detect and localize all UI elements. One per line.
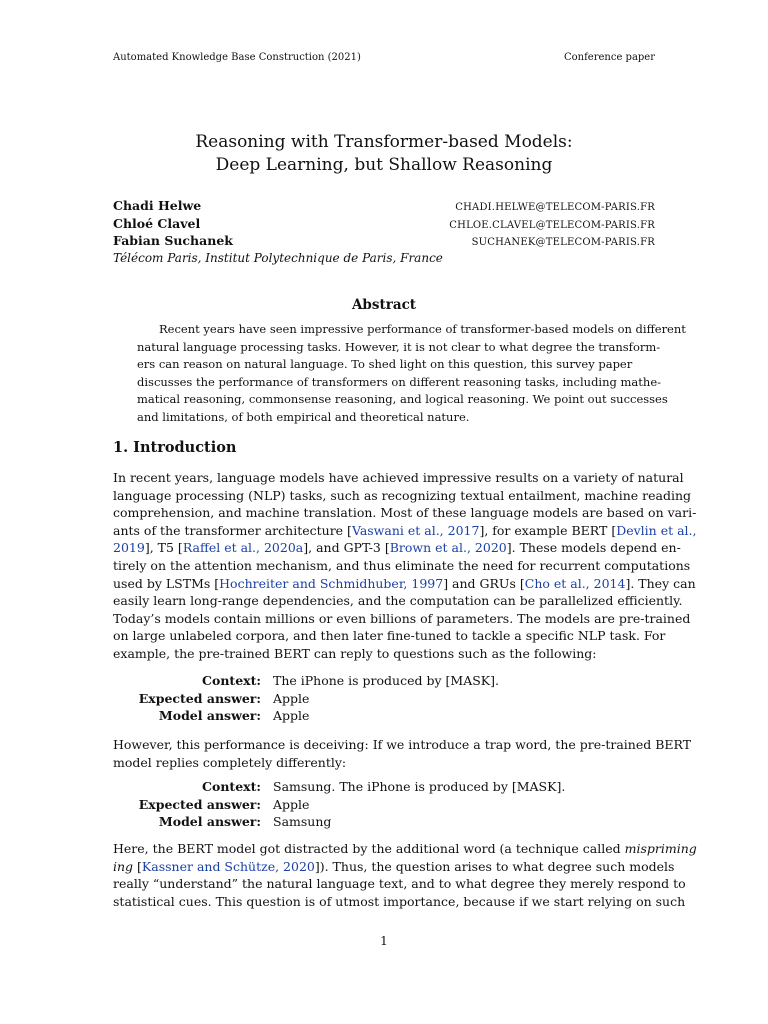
paragraph-line: tirely on the attention mechanism, and thus eliminate the need for recurrent computations	[113, 557, 691, 573]
author-row	[113, 198, 655, 216]
emphasis: mispriming	[624, 841, 697, 856]
intro-paragraph-3	[113, 840, 697, 910]
text-run: ]). Thus, the question arises to what degree such models	[314, 858, 675, 874]
abstract-body	[137, 321, 686, 427]
page-number: 1	[380, 934, 388, 948]
example-row	[113, 690, 499, 708]
citation-link[interactable]: Raffel et al., 2020a	[182, 540, 304, 556]
title-line-1: Reasoning with Transformer-based Models:	[195, 132, 573, 152]
paragraph-line: ants of the transformer architecture [Vaswani et al., 2017], for example BERT [Devlin et al.,	[113, 522, 697, 538]
citation-link[interactable]: Hochreiter and Schmidhuber, 1997	[219, 575, 444, 591]
author-name: Chadi Helwe	[113, 198, 202, 213]
paragraph-line: language processing (NLP) tasks, such as recognizing textual entailment, machine reading	[113, 487, 692, 503]
example-value: The iPhone is produced by [MASK].	[273, 673, 499, 688]
header-type: Conference paper	[563, 52, 655, 63]
paragraph-line: used by LSTMs [Hochreiter and Schmidhuber, 1997] and GRUs [Cho et al., 2014]. They can	[113, 575, 696, 591]
paragraph-line: statistical cues. This question is of utmost importance, because if we start relying on such	[113, 893, 686, 909]
paragraph-line: example, the pre-trained BERT can reply to questions such as the following:	[113, 645, 597, 661]
example-label: Model answer:	[158, 814, 261, 830]
example-block-1	[113, 672, 499, 725]
example-value: Samsung. The iPhone is produced by [MASK].	[273, 779, 566, 794]
author-email[interactable]: SUCHANEK@TELECOM-PARIS.FR	[471, 237, 655, 248]
intro-paragraph-2	[113, 736, 692, 771]
text-run: . They can	[630, 575, 696, 591]
section-heading-introduction: 1. Introduction	[113, 439, 237, 456]
paragraph-line: 2019], T5 [Raffel et al., 2020a], and GPT-3 [Brown et al., 2020]. These models depend en-	[113, 540, 681, 556]
example-row	[113, 796, 565, 814]
example-label: Model answer:	[158, 708, 261, 724]
abstract-line: natural language processing tasks. However, it is not clear to what degree the transform-	[137, 339, 661, 354]
paragraph-line: Today’s models contain millions or even billions of parameters. The models are pre-trained	[113, 610, 691, 626]
intro-paragraph-1	[113, 469, 697, 663]
text-run: ants of the transformer architecture	[113, 522, 348, 538]
text-run: used by LSTMs	[113, 575, 215, 591]
example-value: Apple	[273, 708, 310, 724]
header-venue: Automated Knowledge Base Construction (2021)	[113, 52, 361, 63]
citation-link[interactable]: Brown et al., 2020	[389, 540, 507, 556]
abstract-line: matical reasoning, commonsense reasoning, and logical reasoning. We point out successes	[137, 392, 668, 407]
example-block-2	[113, 778, 565, 831]
abstract-line: Recent years have seen impressive performance of transformer-based models on different	[159, 322, 686, 336]
example-row	[113, 813, 565, 831]
example-row	[113, 778, 565, 796]
example-label: Expected answer:	[138, 690, 261, 706]
paragraph-line: comprehension, and machine translation. Most of these language models are based on vari-	[113, 505, 697, 521]
text-run: [	[133, 858, 142, 874]
abstract-line: discusses the performance of transformers on different reasoning tasks, including mathe-	[137, 374, 662, 389]
citation-link[interactable]: Kassner and Schütze, 2020	[141, 858, 315, 874]
author-email[interactable]: CHADI.HELWE@TELECOM-PARIS.FR	[455, 202, 655, 213]
text-run: , T5	[149, 540, 178, 556]
paragraph-line: In recent years, language models have achieved impressive results on a variety of natural	[113, 470, 684, 485]
paragraph-line: easily learn long-range dependencies, and the computation can be parallelized efficiently.	[113, 593, 683, 609]
text-run: , and GPT-3	[308, 540, 385, 556]
text-run: Here, the BERT model got distracted by the additional word (a technique called	[113, 841, 625, 856]
author-name: Fabian Suchanek	[113, 233, 233, 248]
example-value: Apple	[273, 690, 310, 706]
paper-title	[60, 131, 708, 177]
title-line-2: Deep Learning, but Shallow Reasoning	[215, 155, 553, 175]
example-row	[113, 707, 499, 725]
example-value: Samsung	[273, 814, 332, 830]
emphasis: ing	[113, 858, 134, 874]
example-value: Apple	[273, 796, 310, 812]
author-row	[113, 233, 655, 251]
author-row	[113, 216, 655, 234]
paragraph-line: really “understand” the natural language text, and to what degree they merely respond to	[113, 876, 686, 892]
abstract-line: and limitations, of both empirical and theoretical nature.	[137, 409, 470, 424]
text-run: , for example BERT	[484, 522, 612, 538]
text-run: and GRUs	[448, 575, 520, 591]
citation-link[interactable]: Vaswani et al., 2017	[351, 522, 480, 538]
paragraph-line	[113, 840, 697, 858]
example-label: Expected answer:	[138, 796, 261, 812]
example-label: Context:	[202, 779, 261, 794]
example-row	[113, 672, 499, 690]
paragraph-line	[113, 858, 675, 876]
abstract-line: ers can reason on natural language. To shed light on this question, this survey paper	[137, 357, 633, 372]
author-email[interactable]: CHLOE.CLAVEL@TELECOM-PARIS.FR	[449, 219, 655, 231]
paragraph-line: model replies completely differently:	[113, 754, 347, 770]
paragraph-line: However, this performance is deceiving: If we introduce a trap word, the pre-trained BERT	[113, 737, 692, 752]
paragraph-line: on large unlabeled corpora, and then later fine-tuned to tackle a specific NLP task. For	[113, 628, 666, 644]
running-header	[113, 52, 655, 63]
author-block	[113, 198, 655, 268]
citation-link[interactable]: 2019	[113, 540, 145, 556]
citation-link[interactable]: Devlin et al.,	[616, 522, 697, 538]
affiliation: Télécom Paris, Institut Polytechnique de Paris, France	[113, 250, 443, 265]
citation-link[interactable]: Cho et al., 2014	[524, 575, 626, 591]
text-run: . These models depend en-	[511, 540, 681, 556]
author-name: Chloé Clavel	[113, 215, 201, 231]
example-label: Context:	[202, 673, 261, 688]
abstract-heading: Abstract	[351, 297, 417, 313]
